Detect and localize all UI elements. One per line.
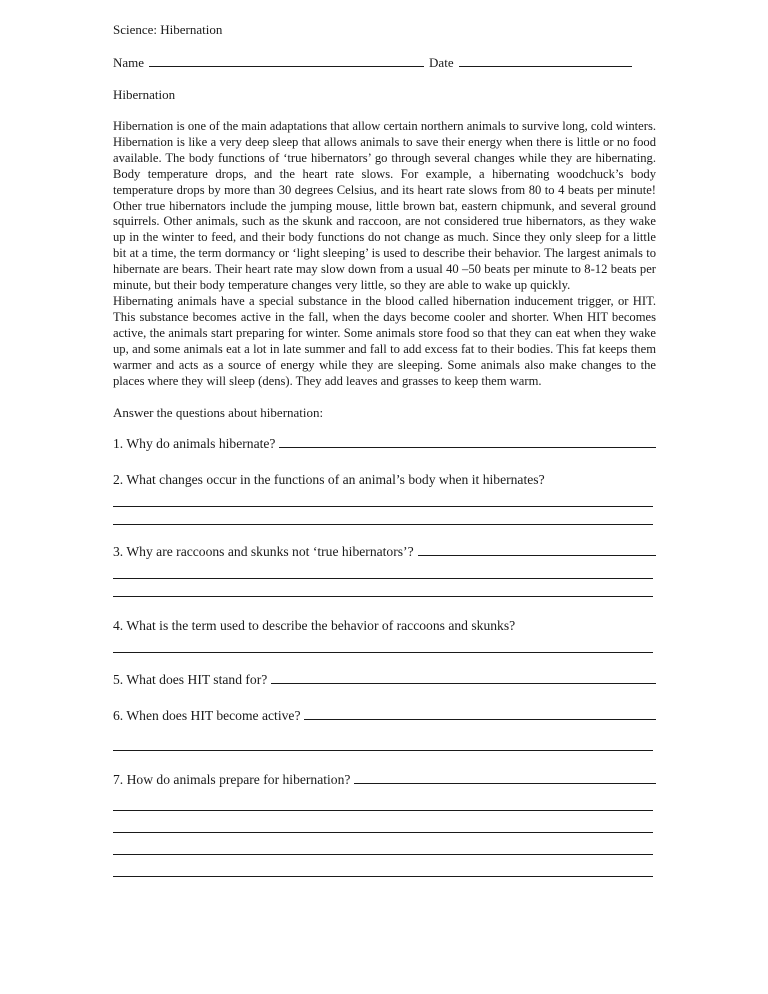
question-2 bbox=[113, 471, 656, 489]
question-1 bbox=[113, 435, 656, 453]
question-6-text: 6. When does HIT become active? bbox=[113, 708, 301, 724]
answer-6-line-0[interactable] bbox=[304, 707, 656, 720]
answer-3-line-0[interactable] bbox=[418, 543, 656, 556]
answer-5-line[interactable] bbox=[271, 671, 656, 684]
question-5-text: 5. What does HIT stand for? bbox=[113, 672, 268, 688]
answer-7-line-4[interactable] bbox=[113, 859, 653, 877]
answer-6-line-1[interactable] bbox=[113, 733, 653, 751]
worksheet-title: Science: Hibernation bbox=[113, 22, 223, 37]
name-field[interactable] bbox=[149, 54, 424, 67]
question-4 bbox=[113, 617, 656, 635]
question-2-text: 2. What changes occur in the functions of an animal’s body when it hibernates? bbox=[113, 472, 545, 488]
section-title: Hibernation bbox=[113, 87, 176, 102]
answer-2-line-1[interactable] bbox=[113, 489, 653, 507]
paragraph-2: Hibernating animals have a special substance in the blood called hibernation inducement trigger, or HIT. This substance becomes active in the fall, when the days become cooler and shorter. When HIT becomes active, the animals start preparing for winter. Some animals store food so that they can eat when they wake up, and some animals eat a lot in late summer and fall to add excess fat to their bodies. This fat keeps them warmer and acts as a source of energy while they are sleeping. Some animals also make changes to the places where they will sleep (dens). They add leaves and grasses to keep them warm. bbox=[113, 293, 656, 388]
question-5 bbox=[113, 671, 656, 689]
name-date-row bbox=[113, 54, 656, 71]
questions-prompt: Answer the questions about hibernation: bbox=[113, 405, 324, 421]
question-1-text: 1. Why do animals hibernate? bbox=[113, 436, 276, 452]
answer-7-line-0[interactable] bbox=[354, 771, 656, 784]
answer-2-line-2[interactable] bbox=[113, 507, 653, 525]
question-7 bbox=[113, 771, 656, 789]
date-label: Date bbox=[429, 55, 454, 70]
question-3-text: 3. Why are raccoons and skunks not ‘true hibernators’? bbox=[113, 544, 414, 560]
question-7-text: 7. How do animals prepare for hibernation? bbox=[113, 772, 351, 788]
answer-7-line-3[interactable] bbox=[113, 837, 653, 855]
answer-7-line-1[interactable] bbox=[113, 793, 653, 811]
answer-1-line[interactable] bbox=[279, 435, 656, 448]
question-6 bbox=[113, 707, 656, 725]
worksheet-page bbox=[113, 22, 656, 877]
name-label: Name bbox=[113, 55, 145, 70]
answer-7-line-2[interactable] bbox=[113, 815, 653, 833]
date-field[interactable] bbox=[459, 54, 632, 67]
answer-4-line-1[interactable] bbox=[113, 635, 653, 653]
answer-3-line-2[interactable] bbox=[113, 579, 653, 597]
question-4-text: 4. What is the term used to describe the behavior of raccoons and skunks? bbox=[113, 618, 516, 634]
paragraph-1: Hibernation is one of the main adaptations that allow certain northern animals to survive long, cold winters. Hibernation is like a very deep sleep that allows animals to save their energy when there is little or no food available. The body functions of ‘true hibernators’ go through several changes while they are hibernating. Body temperature drops, and the heart rate slows. For example, a hibernating woodchuck’s body temperature drops by more than 30 degrees Celsius, and its heart rate slows from 80 to 4 beats per minute! Other true hibernators include the jumping mouse, little brown bat, eastern chipmunk, and several ground squirrels. Other animals, such as the skunk and raccoon, are not considered true hibernators, as they wake up in the winter to feed, and their body functions do not change as much. Since they only sleep for a little bit at a time, the term dormancy or ‘light sleeping’ is used to describe their behavior. The largest animals to hibernate are bears. Their heart rate may slow down from a usual 40 –50 beats per minute to 8-12 beats per minute, but their body temperature changes very little, so they are able to wake up quickly. bbox=[113, 119, 656, 293]
question-3 bbox=[113, 543, 656, 561]
answer-3-line-1[interactable] bbox=[113, 561, 653, 579]
